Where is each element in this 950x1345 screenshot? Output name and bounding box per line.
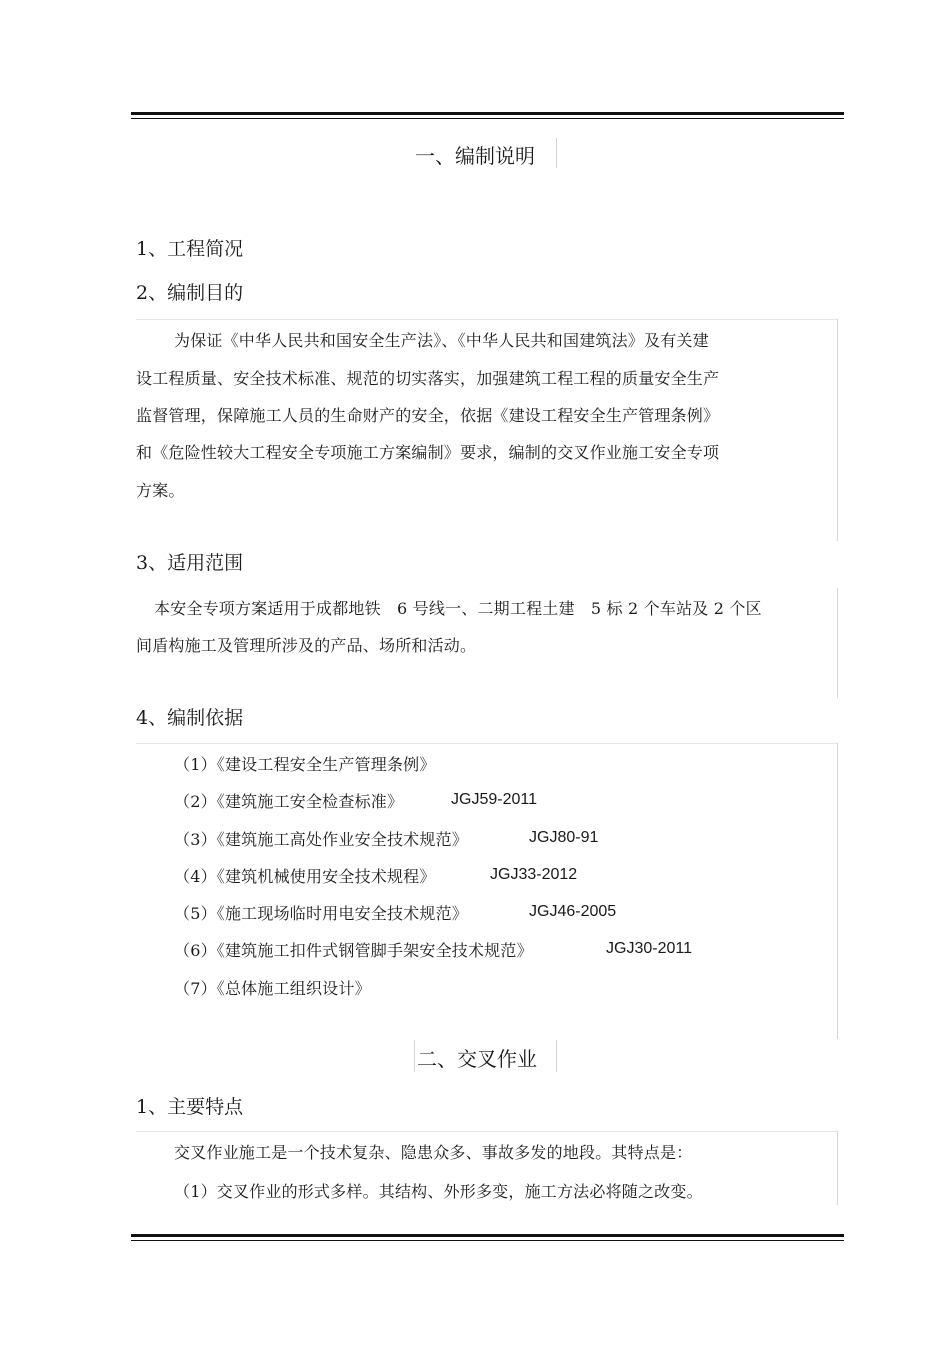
heading-features: 1、主要特点 <box>136 1096 244 1118</box>
box-line <box>837 319 838 541</box>
section1-title: 一、编制说明 <box>415 144 535 168</box>
basis-code: JGJ30-2011 <box>606 940 692 957</box>
features-line: （1）交叉作业的形式多样。其结构、外形多变，施工方法必将随之改变。 <box>174 1182 703 1201</box>
basis-item: （7）《总体施工组织设计》 <box>174 979 371 998</box>
title-box-line <box>556 138 557 168</box>
title-box-line <box>556 1040 557 1072</box>
basis-item: （3）《建筑施工高处作业安全技术规范》 <box>174 830 468 849</box>
bottom-rule <box>131 1234 844 1237</box>
scope-line: 本安全专项方案适用于成都地铁 6 号线一、二期工程土建 5 标 2 个车站及 2 个区 <box>154 599 762 618</box>
heading-scope: 3、适用范围 <box>136 552 244 574</box>
purpose-line: 方案。 <box>136 481 185 500</box>
box-line <box>136 1131 838 1132</box>
box-line <box>837 588 838 698</box>
section2-title: 二、交叉作业 <box>417 1047 537 1071</box>
basis-code: JGJ46-2005 <box>529 903 617 920</box>
basis-code: JGJ80-91 <box>529 829 599 846</box>
purpose-line: 和《危险性较大工程安全专项施工方案编制》要求，编制的交叉作业施工安全专项 <box>136 443 720 462</box>
box-line <box>136 743 838 744</box>
heading-project-overview: 1、工程简况 <box>136 238 244 260</box>
basis-item: （2）《建筑施工安全检查标准》 <box>174 792 404 811</box>
basis-code: JGJ59-2011 <box>451 791 537 808</box>
basis-code: JGJ33-2012 <box>490 866 578 883</box>
purpose-line: 设工程质量、安全技术标准、规范的切实落实，加强建筑工程工程的质量安全生产 <box>136 369 720 388</box>
basis-item: （6）《建筑施工扣件式钢管脚手架安全技术规范》 <box>174 941 533 960</box>
box-line <box>837 743 838 1039</box>
heading-basis: 4、编制依据 <box>136 707 244 729</box>
basis-item: （4）《建筑机械使用安全技术规程》 <box>174 867 436 886</box>
heading-purpose: 2、编制目的 <box>136 282 244 304</box>
box-line <box>136 319 838 320</box>
purpose-line: 监督管理，保障施工人员的生命财产的安全，依据《建设工程安全生产管理条例》 <box>136 406 720 425</box>
basis-item: （5）《施工现场临时用电安全技术规范》 <box>174 904 468 923</box>
features-line: 交叉作业施工是一个技术复杂、隐患众多、事故多发的地段。其特点是： <box>174 1143 693 1162</box>
basis-item: （1）《建设工程安全生产管理条例》 <box>174 755 436 774</box>
scope-line: 间盾构施工及管理所涉及的产品、场所和活动。 <box>136 636 477 655</box>
title-box-line <box>414 1040 415 1072</box>
top-rule <box>131 112 844 115</box>
box-line <box>837 1131 838 1205</box>
purpose-line: 为保证《中华人民共和国安全生产法》、《中华人民共和国建筑法》及有关建 <box>174 331 709 350</box>
